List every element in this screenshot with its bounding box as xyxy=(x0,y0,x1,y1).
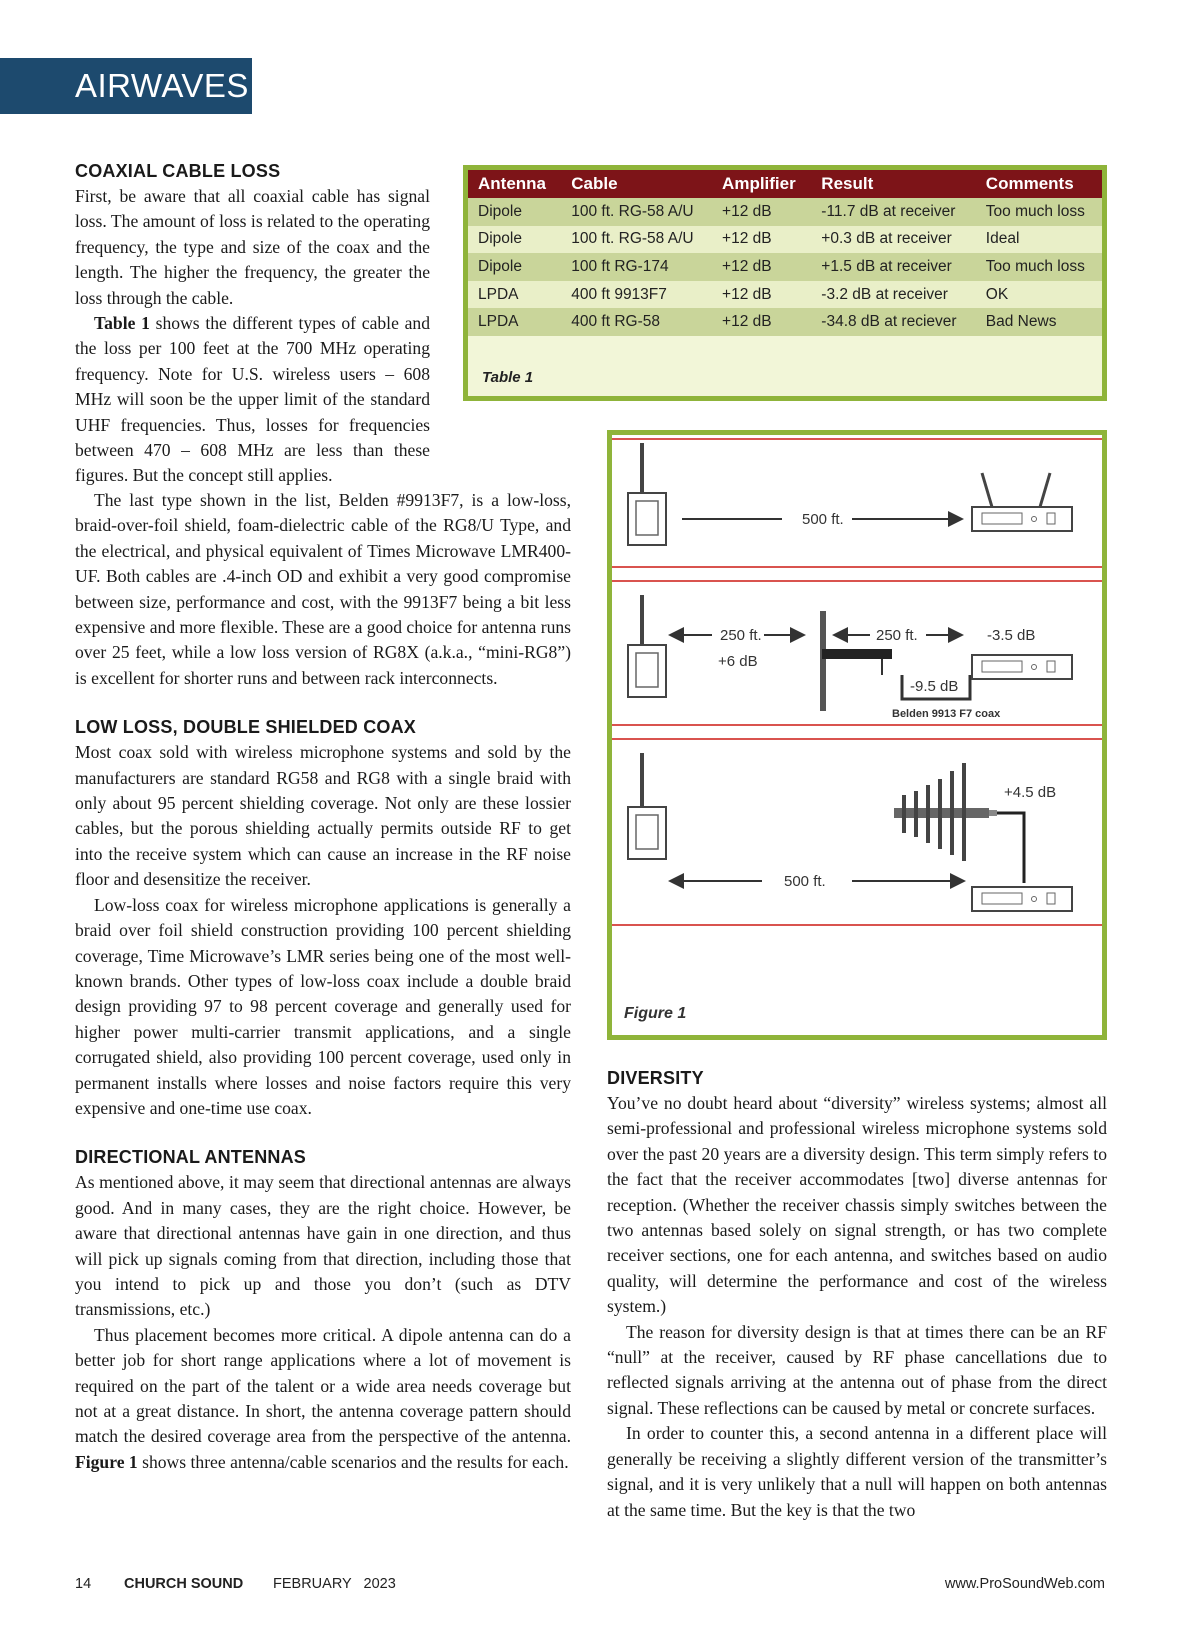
paragraph: First, be aware that all coaxial cable has signal loss. The amount of loss is related to the operating frequency, the type and size of the coax and the length. The higher the frequency, the greater the loss through the cable. xyxy=(75,186,430,308)
paragraph xyxy=(75,311,430,489)
table-cell: 100 ft RG-174 xyxy=(561,253,712,281)
table-cell: LPDA xyxy=(468,281,561,309)
table-cell: -34.8 dB at reciever xyxy=(811,308,976,336)
table-cell: 100 ft. RG-58 A/U xyxy=(561,198,712,226)
right-column xyxy=(607,1065,1107,1523)
paragraph: You’ve no doubt heard about “diversity” wireless systems; almost all semi-professional and professional wireless microphone systems sold over the past 20 years are a diversity design. This term simply refers to the fact that the receiver accommodates [two] diverse antennas for reception. (Whether the receiver chassis simply switches between the two antennas based solely on signal strength, or has two complete receiver sections, one for each antenna, and switches based on audio quality, will determine the performance and cost of the wireless system.) xyxy=(607,1093,1107,1317)
paragraph-text: Thus placement becomes more critical. A dipole antenna can do a better job for short range applications where a lot of movement is required on the part of the talent or a wide area needs coverage but not at a great distance. In short, the antenna coverage pattern should match the desired coverage area from the perspective of the antenna. xyxy=(75,1324,571,1447)
table-1 xyxy=(463,165,1107,401)
distance-label: 500 ft. xyxy=(784,873,826,890)
receiver-display xyxy=(982,893,1022,904)
paragraph-text: shows three antenna/cable scenarios and the results for each. xyxy=(137,1451,569,1472)
paragraph-text: shows the different types of cable and the loss per 100 feet at the 700 MHz operating frequency. Note for U.S. wireless users – 608 MHz will soon be the upper limit of the standard UHF frequencies. Thus, losses for frequencies between 470 – 608 MHz are less than these figures. But the concept still applies. xyxy=(75,313,430,486)
table-cell: +0.3 dB at receiver xyxy=(811,226,976,254)
section-heading-directional: DIRECTIONAL ANTENNAS xyxy=(75,1147,307,1168)
scenario-3 xyxy=(628,753,1072,911)
section-heading-coaxial: COAXIAL CABLE LOSS xyxy=(75,161,281,181)
issue-date: FEBRUARY 2023 xyxy=(273,1576,396,1592)
paragraph: As mentioned above, it may seem that directional antennas are always good. And in many cases, they are the right choice. However, be aware that directional antennas have gain in one direction, and thus will pick up signals coming from that direction, including those that you intend to pick up and those you don’t (such as DTV transmissions, etc.) xyxy=(75,1172,571,1320)
table-cell: 400 ft 9913F7 xyxy=(561,281,712,309)
table-header-cell: Result xyxy=(811,170,976,198)
table-header-cell: Cable xyxy=(561,170,712,198)
table-cell: +12 dB xyxy=(712,226,811,254)
table-cell: -3.2 dB at receiver xyxy=(811,281,976,309)
table-cell: +12 dB xyxy=(712,308,811,336)
table-cell: Ideal xyxy=(976,226,1102,254)
table-cell: Dipole xyxy=(468,253,561,281)
figure-reference: Figure 1 xyxy=(75,1451,138,1472)
table-row xyxy=(468,226,1102,254)
publication-name: CHURCH SOUND xyxy=(124,1576,244,1592)
table-row xyxy=(468,281,1102,309)
paragraph xyxy=(75,1323,571,1475)
transmitter-panel xyxy=(636,653,658,687)
table-header-cell: Comments xyxy=(976,170,1102,198)
table-cell: Dipole xyxy=(468,226,561,254)
cable-loss-table xyxy=(468,170,1102,336)
table-cell: LPDA xyxy=(468,308,561,336)
table-cell: OK xyxy=(976,281,1102,309)
table-cell: 100 ft. RG-58 A/U xyxy=(561,226,712,254)
table-body xyxy=(468,198,1102,336)
table-reference: Table 1 xyxy=(94,313,150,334)
scenario-2 xyxy=(628,595,1072,720)
lpda-antenna-icon xyxy=(894,763,997,861)
transmitter-panel xyxy=(636,501,658,535)
table-header-cell: Amplifier xyxy=(712,170,811,198)
table-cell: Too much loss xyxy=(976,253,1102,281)
receiver-antenna-icon xyxy=(1040,473,1050,507)
lpda-connector xyxy=(989,810,997,816)
left-column-lower xyxy=(75,488,571,1475)
table-header-row xyxy=(468,170,1102,198)
figure-caption: Figure 1 xyxy=(624,1005,687,1022)
section-tab: AIRWAVES xyxy=(0,58,252,114)
table-cell: Dipole xyxy=(468,198,561,226)
paragraph: The last type shown in the list, Belden #9913F7, is a low-loss, braid-over-foil shield, foam-dielectric cable of the RG8/U Type, and the electrical, and physical equivalent of Times Microwave LMR400-UF. Both cables are .4-inch OD and exhibit a very good compromise between size, performance and cost, with the 9913F7 being a bit less expensive and more flexible. These are a good choice for antenna runs over 25 feet, while a low loss version of RG8X (a.k.a., “mini-RG8”) is excellent for shorter runs and between rack interconnects. xyxy=(75,490,572,688)
table-row xyxy=(468,308,1102,336)
paragraph: Most coax sold with wireless microphone systems and sold by the manufacturers are standard RG58 and RG8 with a single braid with only about 95 percent shielding coverage. Not only are these lossier cables, but the porous shielding actually permits outside RF to get into the receive system which can cause an increase in the RF noise floor and desensitize the receiver. xyxy=(75,742,571,890)
table-cell: Bad News xyxy=(976,308,1102,336)
receiver-level-label: -3.5 dB xyxy=(987,627,1036,644)
transmitter-panel xyxy=(636,815,658,849)
table-cell: +1.5 dB at receiver xyxy=(811,253,976,281)
distance-label: 250 ft. xyxy=(876,627,918,644)
table-cell: -11.7 dB at receiver xyxy=(811,198,976,226)
table-row xyxy=(468,198,1102,226)
narrow-text-wrap xyxy=(75,184,430,489)
cable-loss-label: -9.5 dB xyxy=(910,678,959,695)
paragraph: Low-loss coax for wireless microphone applications is generally a braid over foil shield construction providing 100 percent shielding coverage, Time Microwave’s LMR series being one of the most well-known brands. Other types of low-loss coax include a double braid design providing 97 to 98 percent coverage and generally used for higher power multi-carrier transmit applications, and a single corrugated shield, also providing 100 percent coverage, used only in permanent installs where losses and noise factors require this very expensive and one-time use coax. xyxy=(75,894,571,1118)
receiver-display xyxy=(982,661,1022,672)
table-cell: +12 dB xyxy=(712,198,811,226)
table-cell: +12 dB xyxy=(712,253,811,281)
website-url: www.ProSoundWeb.com xyxy=(944,1576,1105,1592)
page-number: 14 xyxy=(75,1576,92,1592)
section-heading-diversity: DIVERSITY xyxy=(607,1068,704,1088)
figure-1 xyxy=(607,430,1107,1040)
dipole-antenna-icon xyxy=(820,611,826,711)
coax-cable-icon xyxy=(997,813,1024,883)
paragraph: In order to counter this, a second antenna in a different place will generally be receiving a slightly different version of the transmitter’s signal, and it is very unlikely that a null will happen on both antennas at the same time. But the key is that the two xyxy=(607,1423,1107,1520)
gain-label: +4.5 dB xyxy=(1004,784,1057,801)
antenna-scenarios-diagram xyxy=(612,435,1102,1035)
amplifier-cable-icon xyxy=(822,649,892,659)
table-cell: +12 dB xyxy=(712,281,811,309)
gain-label: +6 dB xyxy=(718,653,758,670)
distance-label: 250 ft. xyxy=(720,627,762,644)
table-row xyxy=(468,253,1102,281)
table-caption: Table 1 xyxy=(482,369,534,386)
paragraph: The reason for diversity design is that at times there can be an RF “null” at the receiver, caused by RF phase cancellations due to reflected signals arriving at the antenna out of phase from the direct signal. These reflections can be caused by metal or concrete surfaces. xyxy=(607,1321,1107,1418)
receiver-display xyxy=(982,513,1022,524)
distance-label: 500 ft. xyxy=(802,511,844,528)
scenario-1 xyxy=(628,443,1072,545)
section-heading-low-loss: LOW LOSS, DOUBLE SHIELDED COAX xyxy=(75,717,417,738)
cable-type-label: Belden 9913 F7 coax xyxy=(892,708,1001,720)
table-header-cell: Antenna xyxy=(468,170,561,198)
table-cell: 400 ft RG-58 xyxy=(561,308,712,336)
table-cell: Too much loss xyxy=(976,198,1102,226)
receiver-antenna-icon xyxy=(982,473,992,507)
